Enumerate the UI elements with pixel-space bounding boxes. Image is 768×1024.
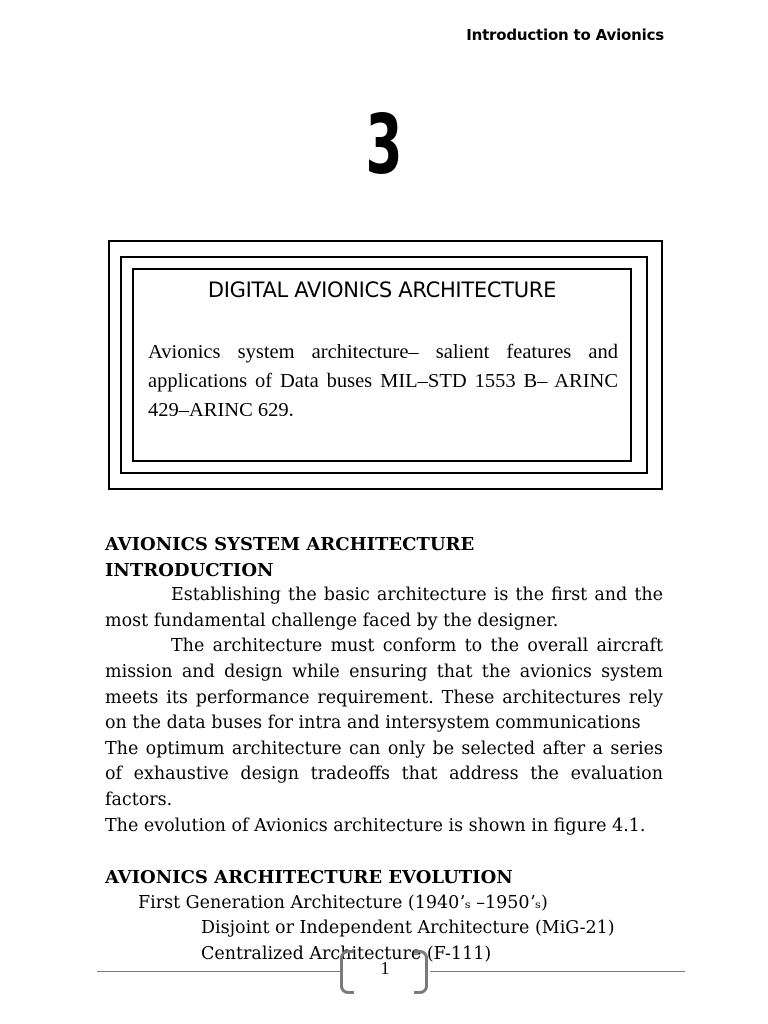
paragraph: Establishing the basic architecture is the first and the most fundamental challenge faced by the designer. xyxy=(105,585,663,631)
section-heading: AVIONICS ARCHITECTURE EVOLUTION xyxy=(105,867,513,889)
paragraph: The architecture must conform to the overall aircraft mission and design while ensuring that the avionics system meets its performance requirement. These architectures rely on the data buses for intra and intersystem communications xyxy=(105,636,663,734)
page-number: 1 xyxy=(380,958,390,978)
footer-rule-right xyxy=(430,971,685,972)
chapter-number: 3 xyxy=(365,98,403,193)
footer-rule-left xyxy=(97,971,340,972)
box-inner-border xyxy=(132,268,632,462)
chapter-summary-box xyxy=(108,240,663,490)
paragraph: The optimum architecture can only be selected after a series of exhaustive design tradeoffs that address the evaluation factors. xyxy=(105,738,663,810)
running-header: Introduction to Avionics xyxy=(466,26,664,44)
list-subitem: Disjoint or Independent Architecture (MiG-21) xyxy=(201,918,615,939)
section-heading: AVIONICS SYSTEM ARCHITECTURE xyxy=(105,534,475,555)
left-brace-icon xyxy=(340,950,354,994)
spacer xyxy=(105,839,663,865)
list-subitem: Centralized Architecture (F-111) xyxy=(201,943,492,964)
box-middle-border xyxy=(120,256,648,474)
section-subheading: INTRODUCTION xyxy=(105,559,274,581)
paragraph: The evolution of Avionics architecture is shown in figure 4.1. xyxy=(105,815,646,836)
right-brace-icon xyxy=(414,950,428,994)
chapter-summary-text: Avionics system architecture– salient features and applications of Data buses MIL–STD 1553 B– ARINC 429–ARINC 629. xyxy=(148,341,618,421)
main-content xyxy=(105,532,663,968)
chapter-title: DIGITAL AVIONICS ARCHITECTURE xyxy=(207,278,557,302)
list-item: First Generation Architecture (1940ʼₛ –1950ʼₛ) xyxy=(138,892,548,913)
